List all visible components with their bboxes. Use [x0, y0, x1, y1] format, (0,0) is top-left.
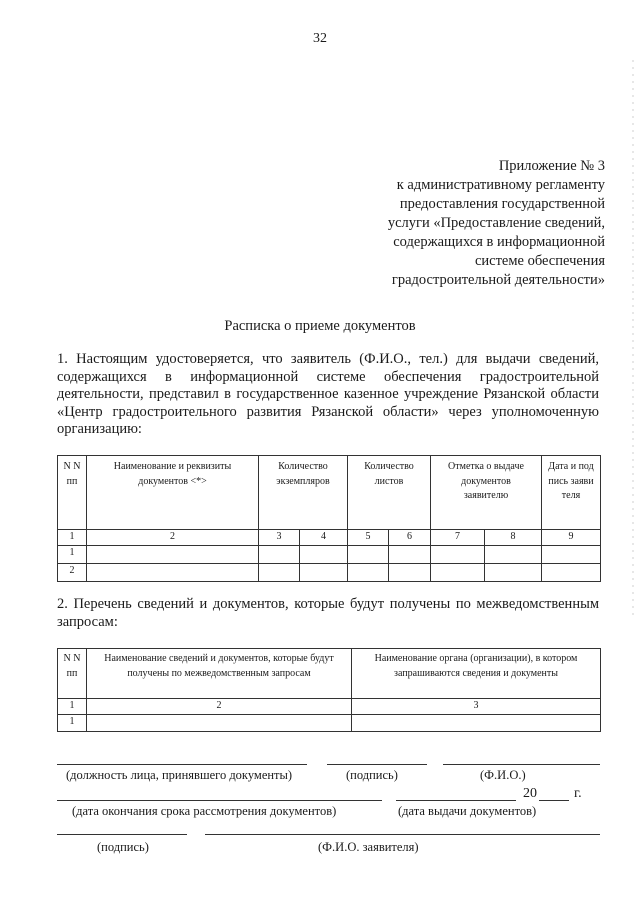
position-line[interactable]: [57, 764, 307, 765]
applicant-signature-caption: (подпись): [97, 840, 149, 854]
table-cell[interactable]: [87, 714, 352, 731]
applicant-signature-line[interactable]: [57, 834, 187, 835]
appendix-line: градостроительной деятельности»: [391, 272, 605, 288]
applicant-fio-line[interactable]: [205, 834, 600, 835]
paragraph-1: 1. Настоящим удостоверяется, что заявитель (Ф.И.О., тел.) для выдачи сведений, содержащихся в информационной системе обеспечения градостроительной деятельности, представил в государственное казенное учреждение Рязанской области «Центр градостроительного развития Рязанской области» через уполномоченную организацию:: [57, 351, 599, 437]
fio-caption: (Ф.И.О.): [480, 768, 526, 782]
table-row: [58, 714, 601, 731]
table-cell[interactable]: [87, 563, 259, 581]
table-cell[interactable]: [348, 545, 389, 563]
index-cell: 1: [58, 530, 87, 546]
index-cell: 9: [542, 530, 601, 546]
signature-caption: (подпись): [346, 768, 398, 782]
table-cell[interactable]: [348, 563, 389, 581]
row-number: 2: [58, 563, 87, 581]
year-prefix: 20: [523, 786, 537, 801]
table-cell[interactable]: [431, 563, 485, 581]
appendix-line: к административному регламенту: [396, 177, 605, 193]
signature-line[interactable]: [327, 764, 427, 765]
header-organ-name: Наименование органа (организации), в котором запрашиваются сведения и документы: [352, 649, 601, 699]
review-end-line[interactable]: [57, 800, 382, 801]
index-cell: 2: [87, 699, 352, 715]
table-cell[interactable]: [389, 545, 431, 563]
table-cell[interactable]: [352, 714, 601, 731]
table-cell[interactable]: [485, 563, 542, 581]
year-line[interactable]: [539, 800, 569, 801]
fio-line[interactable]: [443, 764, 600, 765]
table-cell[interactable]: [259, 563, 300, 581]
index-cell: 1: [58, 699, 87, 715]
documents-table: [57, 455, 601, 582]
scan-edge-marks: [629, 0, 637, 905]
table-cell[interactable]: [259, 545, 300, 563]
header-doc-name: Наименование и реквизиты документов <*>: [87, 456, 259, 530]
review-end-caption: (дата окончания срока рассмотрения документов): [72, 804, 337, 818]
index-cell: 8: [485, 530, 542, 546]
row-number: 1: [58, 714, 87, 731]
header-issue-mark: Отметка о выдаче документов заявителю: [431, 456, 542, 530]
table-cell[interactable]: [542, 563, 601, 581]
appendix-line: услуги «Предоставление сведений,: [387, 215, 605, 231]
receipt-title: Расписка о приеме документов: [224, 318, 416, 334]
year-suffix: г.: [574, 786, 582, 801]
appendix-line: предоставления государственной: [399, 196, 605, 212]
header-num: N N пп: [58, 649, 87, 699]
paragraph-2: 2. Перечень сведений и документов, которые будут получены по межведомственным запросам:: [57, 596, 599, 630]
appendix-header: [345, 157, 605, 290]
table-cell[interactable]: [389, 563, 431, 581]
appendix-line: содержащихся в информационной: [393, 234, 605, 250]
index-cell: 3: [259, 530, 300, 546]
header-date-sign: Дата и подпись заявителя: [542, 456, 601, 530]
index-cell: 2: [87, 530, 259, 546]
table-cell[interactable]: [485, 545, 542, 563]
table-row: [58, 545, 601, 563]
applicant-fio-caption: (Ф.И.О. заявителя): [318, 840, 419, 854]
header-copies: Количество экземпляров: [259, 456, 348, 530]
header-info-name: Наименование сведений и документов, которые будут получены по межведомственным запросам: [87, 649, 352, 699]
table-row: [58, 563, 601, 581]
row-number: 1: [58, 545, 87, 563]
table-cell[interactable]: [431, 545, 485, 563]
issue-date-line[interactable]: [396, 800, 516, 801]
table-cell[interactable]: [87, 545, 259, 563]
interagency-table: [57, 648, 601, 732]
index-cell: 5: [348, 530, 389, 546]
header-num: N N пп: [58, 456, 87, 530]
appendix-line: системе обеспечения: [474, 253, 605, 269]
header-sheets: Количество листов: [348, 456, 431, 530]
issue-date-caption: (дата выдачи документов): [398, 804, 537, 818]
index-cell: 6: [389, 530, 431, 546]
table-cell[interactable]: [300, 545, 348, 563]
table-cell[interactable]: [542, 545, 601, 563]
index-cell: 4: [300, 530, 348, 546]
index-cell: 7: [431, 530, 485, 546]
index-cell: 3: [352, 699, 601, 715]
table-cell[interactable]: [300, 563, 348, 581]
page-number: 32: [313, 31, 327, 46]
position-caption: (должность лица, принявшего документы): [66, 768, 293, 782]
appendix-line: Приложение № 3: [498, 158, 605, 174]
